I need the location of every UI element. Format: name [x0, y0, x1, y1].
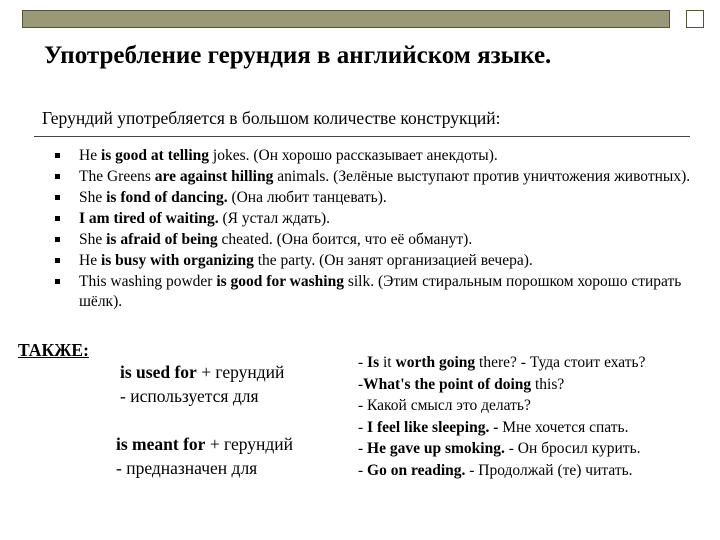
- example-text: -: [358, 418, 368, 436]
- example-item: [358, 460, 710, 482]
- bullet-text: She: [79, 189, 107, 206]
- usage-rest: + герундий: [196, 362, 285, 382]
- example-item: [358, 395, 710, 417]
- bullet-highlight: are against hilling: [154, 168, 274, 185]
- bullet-highlight: is good for washing: [216, 273, 344, 290]
- example-text: -: [358, 354, 368, 371]
- square-bullet-icon: [55, 237, 60, 242]
- bullet-list: [54, 146, 694, 313]
- example-text: -: [358, 461, 368, 479]
- usage-line: [116, 432, 293, 456]
- usage-line: [120, 360, 284, 384]
- bullet-text: She: [79, 231, 107, 248]
- bullet-item: [54, 167, 694, 187]
- bullet-highlight: is fond of dancing.: [106, 189, 228, 206]
- example-text: - Какой смысл это делать?: [358, 397, 531, 415]
- slide-subtitle: Герундий употребляется в большом количестве конструкций:: [42, 108, 501, 128]
- bullet-highlight: is good: [100, 147, 148, 164]
- example-text: - Он бросил курить.: [504, 440, 641, 458]
- square-bullet-icon: [55, 279, 60, 284]
- bullet-text: jokes. (Он хорошо рассказывает анекдоты).: [209, 147, 498, 164]
- example-highlight: I feel like sleeping. -: [367, 418, 499, 436]
- example-text: -: [358, 440, 368, 458]
- bullet-highlight: I am tired of waiting.: [79, 210, 219, 227]
- bullet-highlight: is afraid of being: [106, 231, 218, 248]
- example-text: -: [358, 375, 364, 393]
- bullet-text: This washing powder: [79, 273, 217, 290]
- slide-title: Употребление герундия в английском языке.: [44, 42, 552, 69]
- bullet-item: [54, 230, 694, 250]
- bullet-text: He: [79, 147, 101, 164]
- bullet-item: [54, 272, 694, 311]
- bullet-item: [54, 251, 694, 271]
- square-bullet-icon: [55, 258, 60, 263]
- usage-translation: - используется для: [120, 386, 259, 406]
- example-highlight: Is: [367, 354, 380, 371]
- square-bullet-icon: [55, 153, 60, 158]
- bullet-text: silk. (Этим стиральным порошком хорошо стирать шёлк).: [79, 273, 682, 310]
- square-bullet-icon: [55, 174, 60, 179]
- example-item: [358, 374, 710, 396]
- square-bullet-icon: [55, 216, 60, 221]
- header-bar: [22, 10, 670, 28]
- bullet-text: cheated. (Она боится, что её обманут).: [217, 231, 473, 248]
- bullet-item: [54, 209, 694, 229]
- example-highlight: worth going: [395, 354, 476, 371]
- example-item: [358, 438, 710, 460]
- bullet-highlight: is busy with organizing: [100, 252, 254, 269]
- usage-block: [116, 432, 293, 480]
- usage-block: [120, 360, 284, 408]
- also-label: ТАКЖЕ:: [18, 340, 89, 360]
- divider-line: [34, 136, 690, 137]
- usage-translation: - предназначен для: [116, 458, 258, 478]
- example-highlight: He gave up smoking.: [367, 440, 505, 458]
- usage-phrase: is meant for: [116, 434, 206, 454]
- examples-list: [358, 352, 710, 482]
- example-highlight: What's the point of doing: [363, 375, 532, 393]
- example-text: it: [379, 354, 396, 371]
- example-item: [358, 417, 710, 439]
- usage-phrase: is used for: [120, 362, 197, 382]
- bullet-highlight: at telling: [147, 147, 210, 164]
- example-text: - Продолжай (те) читать.: [465, 461, 633, 479]
- bullet-item: [54, 146, 694, 166]
- example-text: this?: [531, 375, 565, 393]
- example-text: Мне хочется спать.: [498, 418, 629, 436]
- example-item: [358, 352, 710, 374]
- usage-rest: + герундий: [205, 434, 294, 454]
- bullet-text: animals. (Зелёные выступают против уничтожения животных).: [273, 168, 691, 185]
- square-bullet-icon: [55, 195, 60, 200]
- bullet-text: (Она любит танцевать).: [227, 189, 387, 206]
- bullet-text: the party. (Он занят организацией вечера).: [253, 252, 533, 269]
- example-text: there? - Туда стоит ехать?: [475, 354, 646, 371]
- bullet-text: The Greens: [79, 168, 155, 185]
- bullet-text: (Я устал ждать).: [218, 210, 331, 227]
- header-square: [686, 10, 704, 28]
- example-highlight: Go on reading.: [367, 461, 466, 479]
- bullet-text: He: [79, 252, 101, 269]
- bullet-item: [54, 188, 694, 208]
